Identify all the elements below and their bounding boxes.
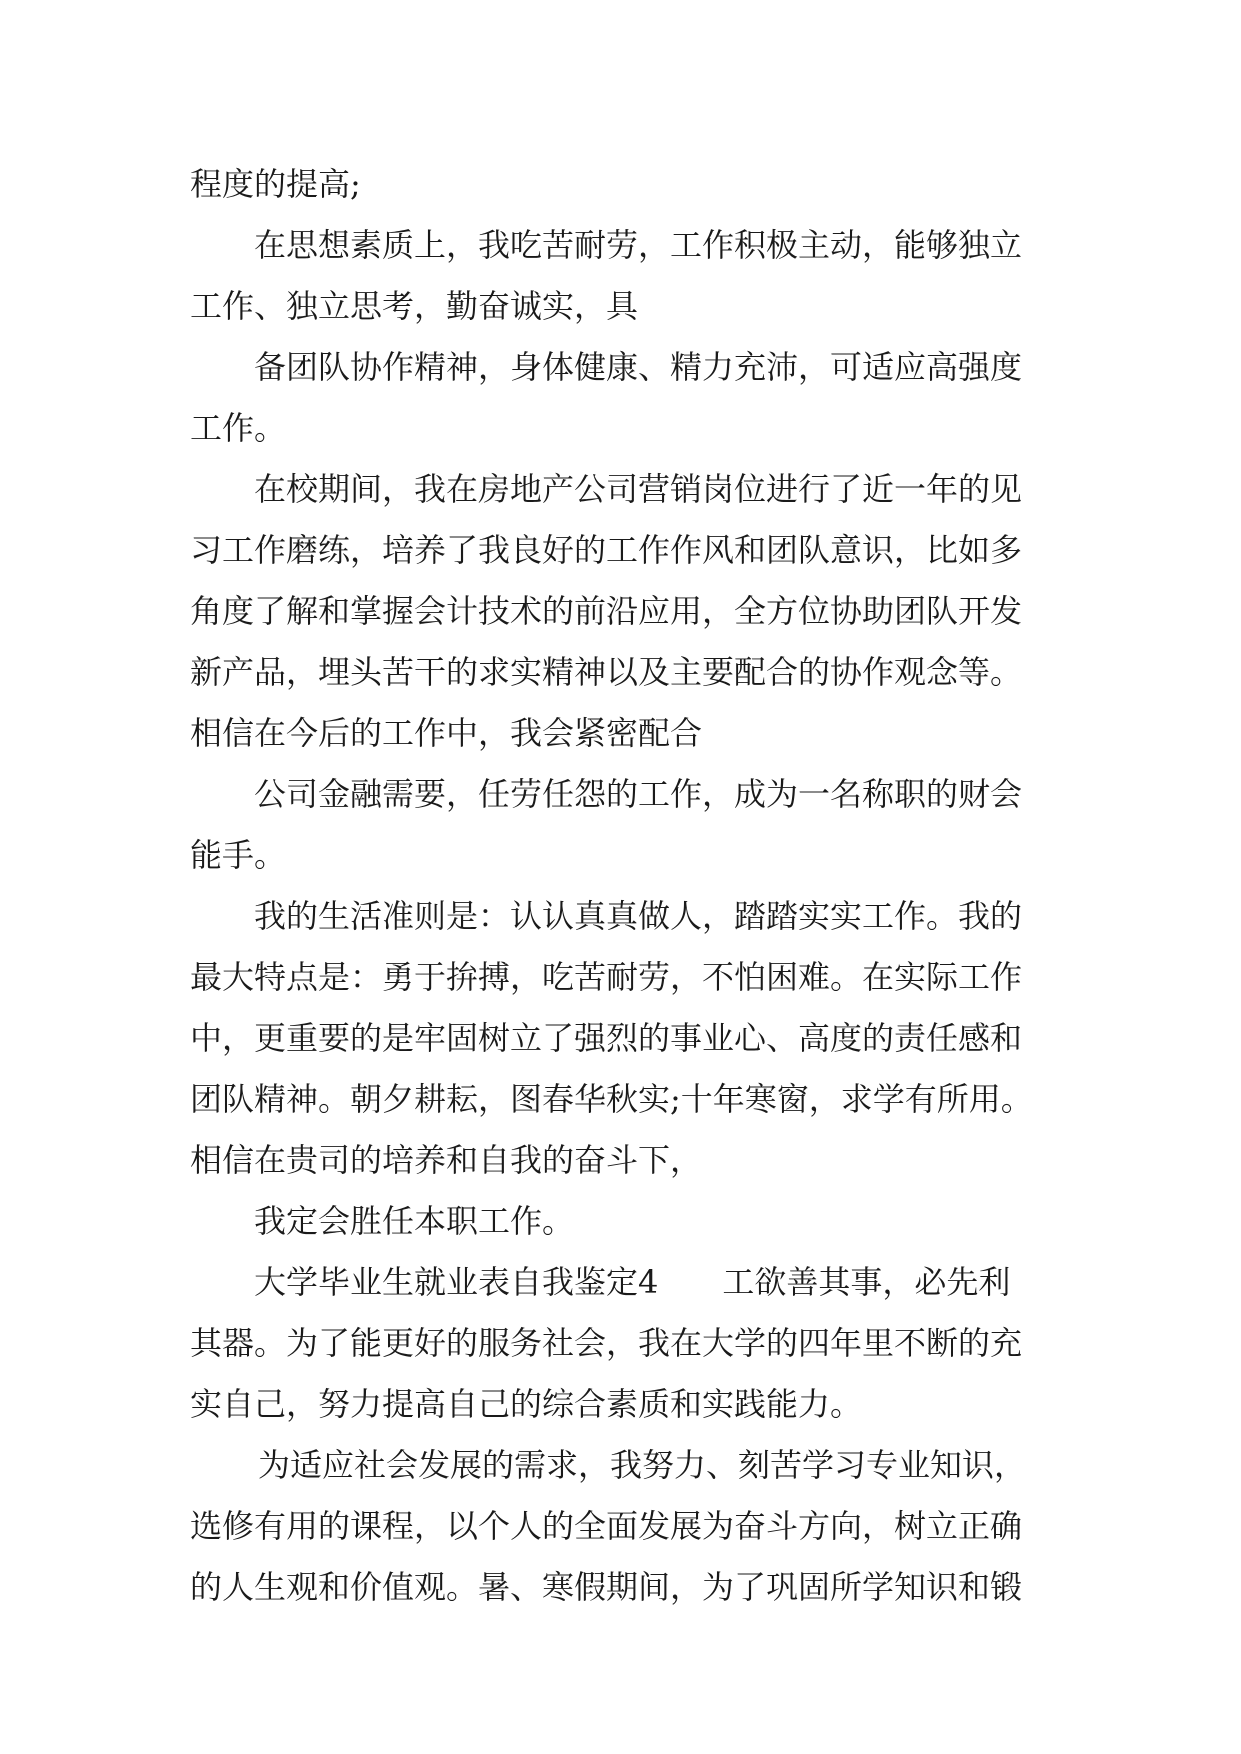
- text-line: 团队精神。朝夕耕耘，图春华秋实;十年寒窗，求学有所用。: [190, 1080, 1033, 1118]
- text-line: 相信在贵司的培养和自我的奋斗下，: [190, 1141, 703, 1179]
- text-line: 公司金融需要，任劳任怨的工作，成为一名称职的财会: [254, 775, 1023, 813]
- text-line: 新产品，埋头苦干的求实精神以及主要配合的协作观念等。: [190, 653, 1023, 691]
- text-line: 实自己，努力提高自己的综合素质和实践能力。: [190, 1385, 863, 1423]
- body-text: [190, 154, 1070, 1618]
- text-line: 角度了解和掌握会计技术的前沿应用，全方位协助团队开发: [190, 592, 1023, 630]
- text-line: 的人生观和价值观。暑、寒假期间，为了巩固所学知识和锻: [190, 1568, 1023, 1606]
- text-line: 其器。为了能更好的服务社会，我在大学的四年里不断的充: [190, 1324, 1023, 1362]
- text-line: 能手。: [190, 836, 287, 874]
- text-line: 最大特点是：勇于拚搏，吃苦耐劳，不怕困难。在实际工作: [190, 958, 1023, 996]
- text-line: 工作。: [190, 409, 287, 447]
- text-line: 我的生活准则是：认认真真做人，踏踏实实工作。我的: [254, 897, 1023, 935]
- text-line: 习工作磨练，培养了我良好的工作作风和团队意识，比如多: [190, 531, 1023, 569]
- text-line: 工作、独立思考，勤奋诚实，具: [190, 287, 639, 325]
- text-line: 我定会胜任本职工作。: [254, 1202, 575, 1240]
- text-line: 中，更重要的是牢固树立了强烈的事业心、高度的责任感和: [190, 1019, 1023, 1057]
- text-line: 在校期间，我在房地产公司营销岗位进行了近一年的见: [254, 470, 1023, 508]
- text-line: 程度的提高;: [190, 165, 361, 203]
- text-line: 备团队协作精神，身体健康、精力充沛，可适应高强度: [254, 348, 1023, 386]
- section-heading-line: 大学毕业生就业表自我鉴定4 工欲善其事，必先利: [254, 1263, 1011, 1301]
- text-line: 选修有用的课程，以个人的全面发展为奋斗方向，树立正确: [190, 1507, 1023, 1545]
- text-line: 为适应社会发展的需求，我努力、刻苦学习专业知识，: [258, 1446, 1027, 1484]
- text-line: 相信在今后的工作中，我会紧密配合: [190, 714, 703, 752]
- text-line: 在思想素质上，我吃苦耐劳，工作积极主动，能够独立: [254, 226, 1023, 264]
